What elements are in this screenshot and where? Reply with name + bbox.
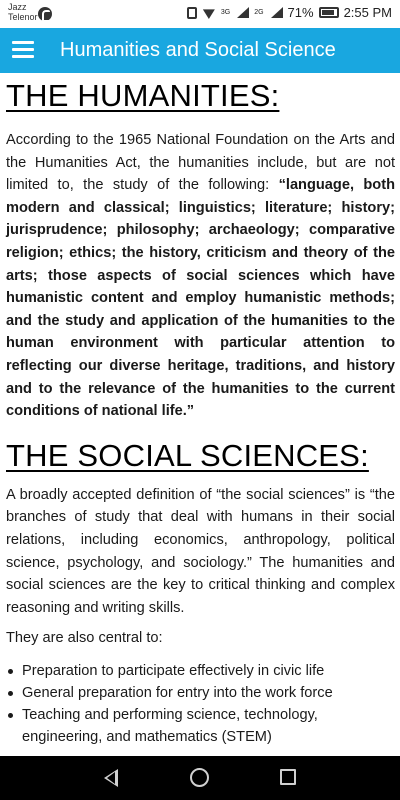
- list-item: Teaching and performing science, technology, engineering, and mathematics (STEM): [6, 704, 395, 748]
- home-icon[interactable]: [190, 768, 209, 787]
- network-type-2: 2G: [254, 9, 264, 16]
- signal-icon-2: [269, 7, 283, 18]
- status-bar: [0, 0, 400, 28]
- carrier-label: [8, 2, 38, 22]
- recent-apps-icon[interactable]: [280, 769, 296, 785]
- app-title: Humanities and Social Science: [60, 39, 336, 61]
- system-nav-bar: [0, 756, 400, 800]
- clock: 2:55 PM: [343, 5, 392, 20]
- article-content[interactable]: [0, 73, 400, 756]
- vibrate-icon: [187, 7, 197, 19]
- humanities-heading: THE HUMANITIES:: [6, 78, 280, 113]
- hamburger-menu-icon[interactable]: [12, 41, 34, 59]
- social-sciences-heading: THE SOCIAL SCIENCES:: [6, 437, 369, 473]
- wifi-icon: [202, 7, 216, 18]
- status-indicators: [187, 5, 392, 20]
- carrier-line-1: Jazz: [8, 2, 27, 12]
- signal-icon-1: [235, 7, 249, 18]
- battery-percent: 71%: [287, 5, 314, 20]
- list-item: General preparation for entry into the work force: [6, 682, 395, 704]
- humanities-intro: According to the 1965 National Foundation on the Arts and the Humanities Act, the humanities include, but are not limited to, the study of the following:: [6, 132, 395, 194]
- central-to-list: [6, 660, 395, 748]
- network-type-1: 3G: [220, 9, 231, 16]
- call-active-icon: [38, 7, 52, 21]
- social-sciences-definition: A broadly accepted definition of “the social sciences” is “the branches of study that deal with humans in their social relations, including economics, anthropology, political science, psychology, and sociology.” The humanities and social sciences are the key to critical thinking and complex reasoning and writing skills.: [6, 486, 395, 616]
- carrier-line-2: Telenor: [8, 12, 38, 22]
- humanities-quote: “language, both modern and classical; linguistics; literature; history; jurisprudence; philosophy; archaeology; comparative religion; ethics; the history, criticism and theory of the arts; those aspects of social sciences which have humanistic content and employ humanistic methods; and the study and application of the humanities to the human environment with particular attention to reflecting our diverse heritage, traditions, and history and to the relevance of the humanities to the current conditions of national life.”: [6, 177, 395, 420]
- battery-icon: [319, 7, 339, 18]
- back-icon[interactable]: [104, 769, 118, 787]
- central-to-intro: They are also central to:: [6, 630, 163, 647]
- app-bar: [0, 28, 400, 73]
- humanities-paragraph: [6, 129, 395, 423]
- list-item: Preparation to participate effectively in civic life: [6, 660, 395, 682]
